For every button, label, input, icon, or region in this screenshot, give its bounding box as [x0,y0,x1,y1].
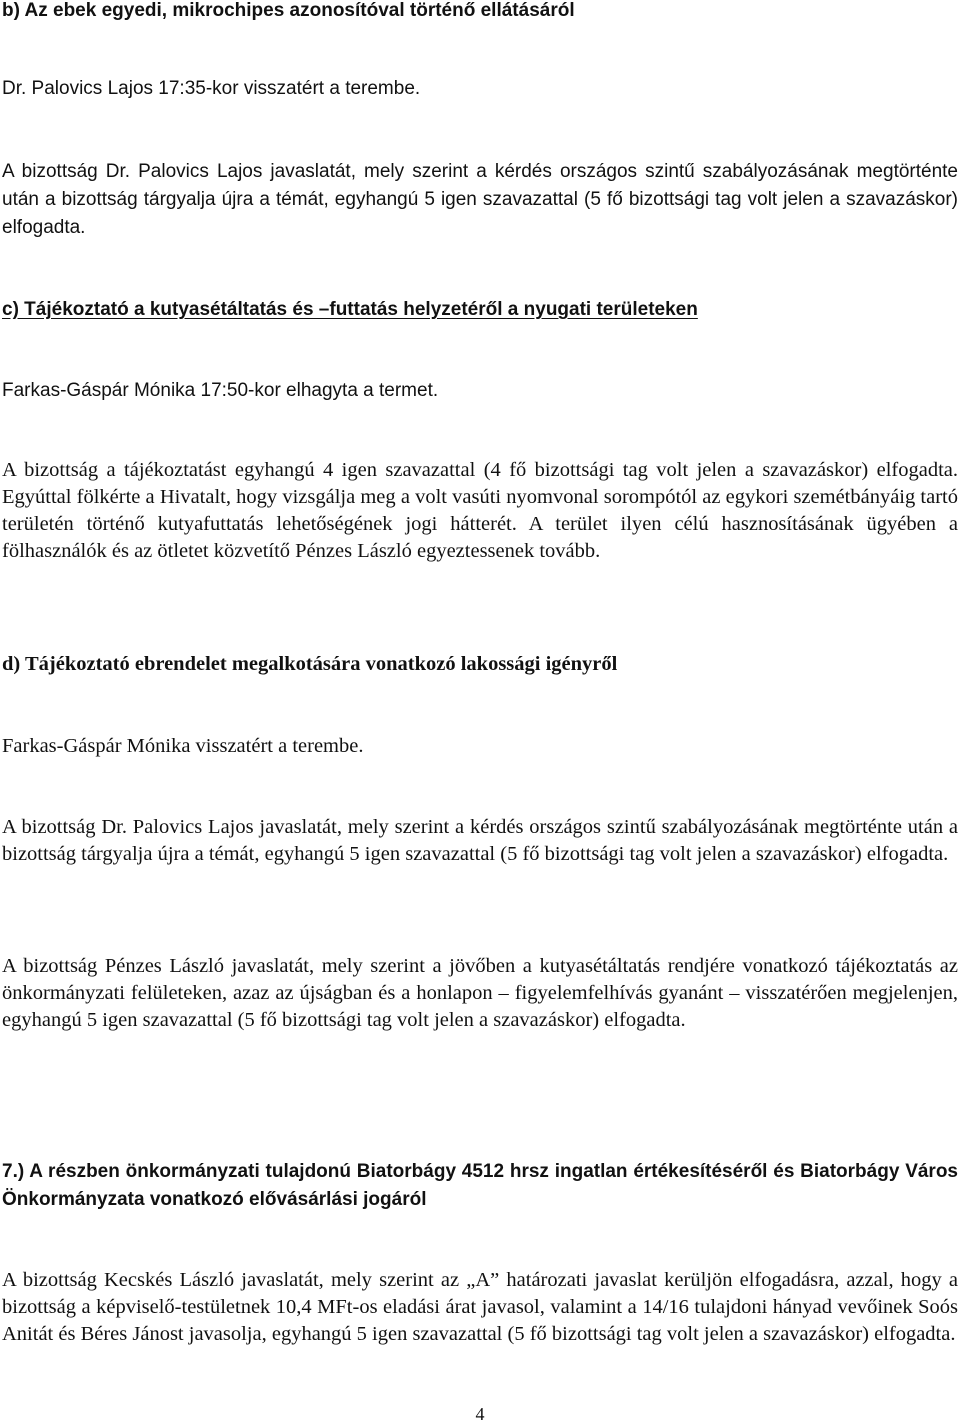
heading-section-7: 7.) A részben önkormányzati tulajdonú Biatorbágy 4512 hrsz ingatlan értékesítéséről és Biatorbágy Város Önkormányzata vonatkozó elővásárlási jogáról [2,1161,958,1210]
paragraph-d-3: A bizottság Pénzes László javaslatát, mely szerint a jövőben a kutyasétáltatás rendjére vonatkozó tájékoztatás az önkormányzati felületeken, azaz az újságban és a honlapon – figyelemfelhívás gyanánt – visszatérően megjelenjen, egyhangú 5 igen szavazattal (5 fő bizottsági tag volt jelen a szavazáskor) elfogadta. [2,955,958,1031]
page-number: 4 [475,1404,485,1424]
heading-b: b) Az ebek egyedi, mikrochipes azonosítóval történő ellátásáról [2,0,575,21]
paragraph-c-1: Farkas-Gáspár Mónika 17:50-kor elhagyta a termet. [2,380,439,401]
heading-c: c) Tájékoztató a kutyasétáltatás és –futtatás helyzetéről a nyugati területeken [2,299,698,320]
paragraph-b-1: Dr. Palovics Lajos 17:35-kor visszatért a terembe. [2,78,421,99]
paragraph-7: A bizottság Kecskés László javaslatát, mely szerint az „A” határozati javaslat kerüljön elfogadásra, azzal, hogy a bizottság a képviselő-testületnek 10,4 MFt-os eladási árat javasol, valamint a 14/16 tulajdoni hányad vevőinek Soós Anitát és Béres Jánost javasolja, egyhangú 5 igen szavazattal (5 fő bizottsági tag volt jelen a szavazáskor) elfogadta. [2,1269,958,1345]
paragraph-c-2: A bizottság a tájékoztatást egyhangú 4 igen szavazattal (4 fő bizottsági tag volt jelen a szavazáskor) elfogadta. Egyúttal fölkérte a Hivatalt, hogy vizsgálja meg a volt vasúti nyomvonal sorompótól az egykori szemétbányáig tartó területén történő kutyafuttatás lehetőségének jogi hátterét. A terület ilyen célú hasznosításának ügyében a fölhasználók és az ötletet közvetítő Pénzes László egyeztessenek tovább. [2,459,958,562]
paragraph-d-1: Farkas-Gáspár Mónika visszatért a terembe. [2,735,364,757]
heading-d: d) Tájékoztató ebrendelet megalkotására vonatkozó lakossági igényről [2,653,618,675]
paragraph-d-2: A bizottság Dr. Palovics Lajos javaslatát, mely szerint a kérdés országos szintű szabályozásának megtörténte után a bizottság tárgyalja újra a témát, egyhangú 5 igen szavazattal (5 fő bizottsági tag volt jelen a szavazáskor) elfogadta. [2,816,958,865]
paragraph-b-2: A bizottság Dr. Palovics Lajos javaslatát, mely szerint a kérdés országos szintű szabályozásának megtörténte után a bizottság tárgyalja újra a témát, egyhangú 5 igen szavazattal (5 fő bizottsági tag volt jelen a szavazáskor) elfogadta. [2,161,958,238]
